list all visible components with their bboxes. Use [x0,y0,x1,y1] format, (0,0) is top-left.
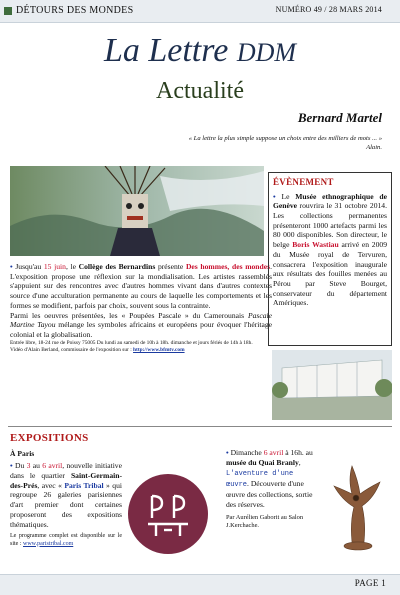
quai-branly-credit: Par Aurélien Gaborit au Salon J.Kerchache. [226,513,304,529]
oeuvre-title: L'aventure d'une œuvre [226,469,294,489]
header-square-icon [4,7,12,15]
paristribal-link[interactable]: www.paristribal.com [23,540,74,547]
main-video: Vidéo d'Alain Berland, commissaire de l'exposition sur : http://www.bfmtv.com [10,347,185,354]
event-title: ÉVÈNEMENT [273,177,334,187]
main-venue: Collège des Bernardins [78,262,156,271]
paris-tribal-logo [126,472,210,556]
main-paragraph-2: Parmi les oeuvres présentées, les « Poupées Pascale » du Camerounais Pascale Martine Tayou mélange les symboles africains et européens pour évoquer l'héritage colonial et la globalisation. [10,310,272,340]
section-title: Actualité [156,78,244,104]
paris-tribal-article: À Paris • Du 3 au 6 avril, nouvelle initiative dans le quartier Saint-Germain-des-Prés, avec « Paris Tribal » qui regroupe 26 galeries parisiennes d'art premier dont certaines proposeront des expositions thématiques. Le programme complet est disponible sur le site : www.paristribal.com [10,449,122,547]
quai-branly-article: • Dimanche 6 avril à 16h. au musée du Quai Branly, L'aventure d'une œuvre. Découverte d'une œuvre des collections, sortie des réserves. Par Aurélien Gaborit au Salon J.Kerchache. [226,448,318,530]
city-heading: À Paris [10,449,35,458]
main-date: 15 juin [43,262,66,271]
expositions-title: EXPOSITIONS [10,432,89,444]
publication-name: DÉTOURS DES MONDES [16,5,134,16]
bullet-icon: • [10,262,13,271]
epigraph-text: « La lettre la plus simple suppose un choix entre des milliers de mots ... » [188,135,382,142]
bullet-icon: • [10,460,13,470]
page-number: PAGE 1 [354,578,386,588]
event-museum: Musée ethnographique de Genève [273,191,387,211]
newsletter-title [0,32,400,70]
sculpture-photo [322,452,394,560]
title-ddm: DDM [236,38,297,67]
bullet-icon: • [226,448,229,457]
title-main: La Lettre [103,32,229,69]
epigraph [82,134,382,152]
event-box [268,172,392,346]
exhibition-photo [10,166,264,256]
event-text: • Le Musée ethnographique de Genève rouvrira le 31 octobre 2014. Les collections permanentes présenteront 1000 artefacts parmi les 80 000 disponibles. Son directeur, le belge Boris Wastiau arrivé en 2009 du Musée royal de Tervuren, consacrera l'exposition inaugurale aux résultats des fouilles menées au Pérou par Steve Bourget, conservateur du département Amériques. [273,191,387,308]
paris-tribal-name: Paris Tribal [64,480,104,490]
quai-branly-name: musée du Quai Branly [226,457,299,467]
event-director: Boris Wastiau [292,240,339,250]
epigraph-source: Alain. [366,144,382,152]
main-artist: Pascale Martine Tayou [10,310,272,330]
main-paragraph-1: • Jusqu'au 15 juin, le Collège des Bernardins présente Des hommes, des mondes. L'exposition propose une réflexion sur la mondialisation. Les artistes rassemblés s'appuient sur des rencontres avec d'autres hommes vivant dans d'autres contextes source d'une acculturation permanente au cours de laquelle les comportements et les formes se modifient, parfois par choix, souvent sous la contrainte. [10,262,272,310]
main-expo-title: Des hommes, des mondes [185,262,271,271]
bfmtv-link[interactable]: http://www.bfmtv.com [133,347,185,354]
museum-photo [272,350,392,420]
main-article [10,262,272,354]
main-info: Entrée libre, 18-24 rue de Poissy 75005 Du lundi au samedi de 10h à 18h. dimanche et jours fériés de 14h à 18h. [10,339,253,346]
section-divider [8,426,392,427]
footer-bar [0,574,400,595]
issue-number: NUMÉRO 49 / 28 MARS 2014 [275,5,382,14]
saint-germain: Saint-Germain-des-Prés [10,470,122,490]
author-name: Bernard Martel [297,110,382,125]
bullet-icon: • [273,191,276,201]
